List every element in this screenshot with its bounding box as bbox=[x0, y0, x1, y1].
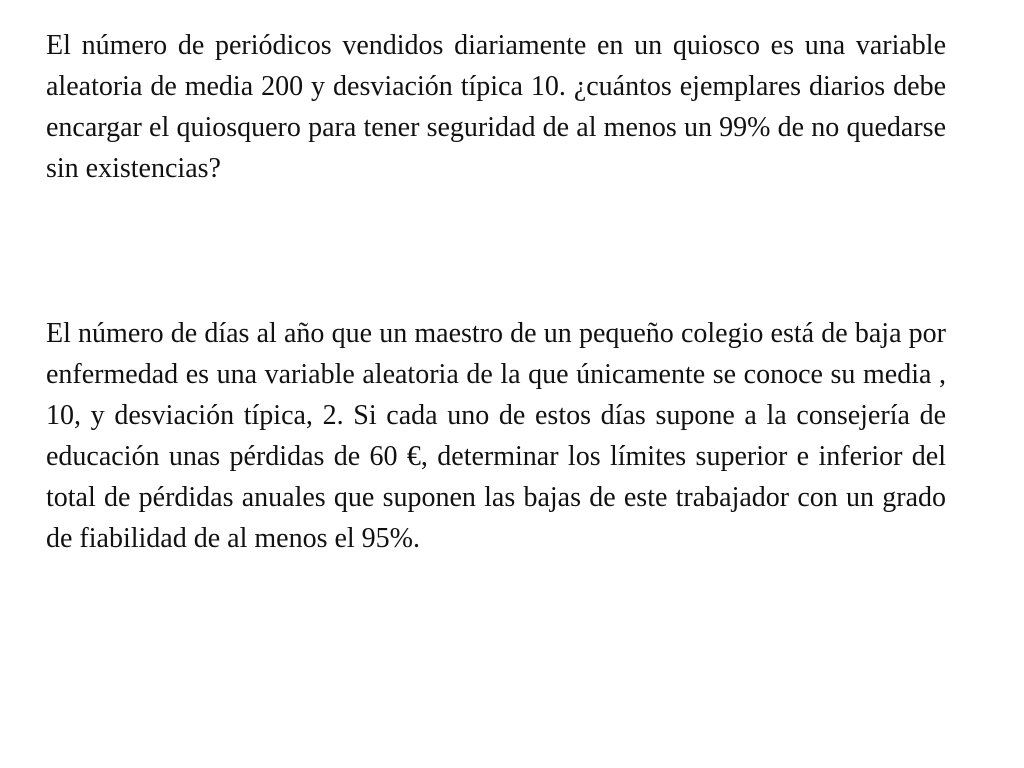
problem-paragraph-newspapers: El número de periódicos vendidos diariamente en un quiosco es una variable aleatoria de media 200 y desviación típica 10. ¿cuántos ejemplares diarios debe encargar el quiosquero para tener seguridad de al menos un 99% de no quedarse sin existencias? bbox=[46, 30, 946, 184]
problem-paragraph-sick-days: El número de días al año que un maestro de un pequeño colegio está de baja por enfermedad es una variable aleatoria de la que únicamente se conoce su media , 10, y desviación típica, 2. Si cada uno de estos días supone a la consejería de educación unas pérdidas de 60 €, determinar los límites superior e inferior del total de pérdidas anuales que suponen las bajas de este trabajador con un grado de fiabilidad de al menos el 95%. bbox=[46, 318, 946, 554]
